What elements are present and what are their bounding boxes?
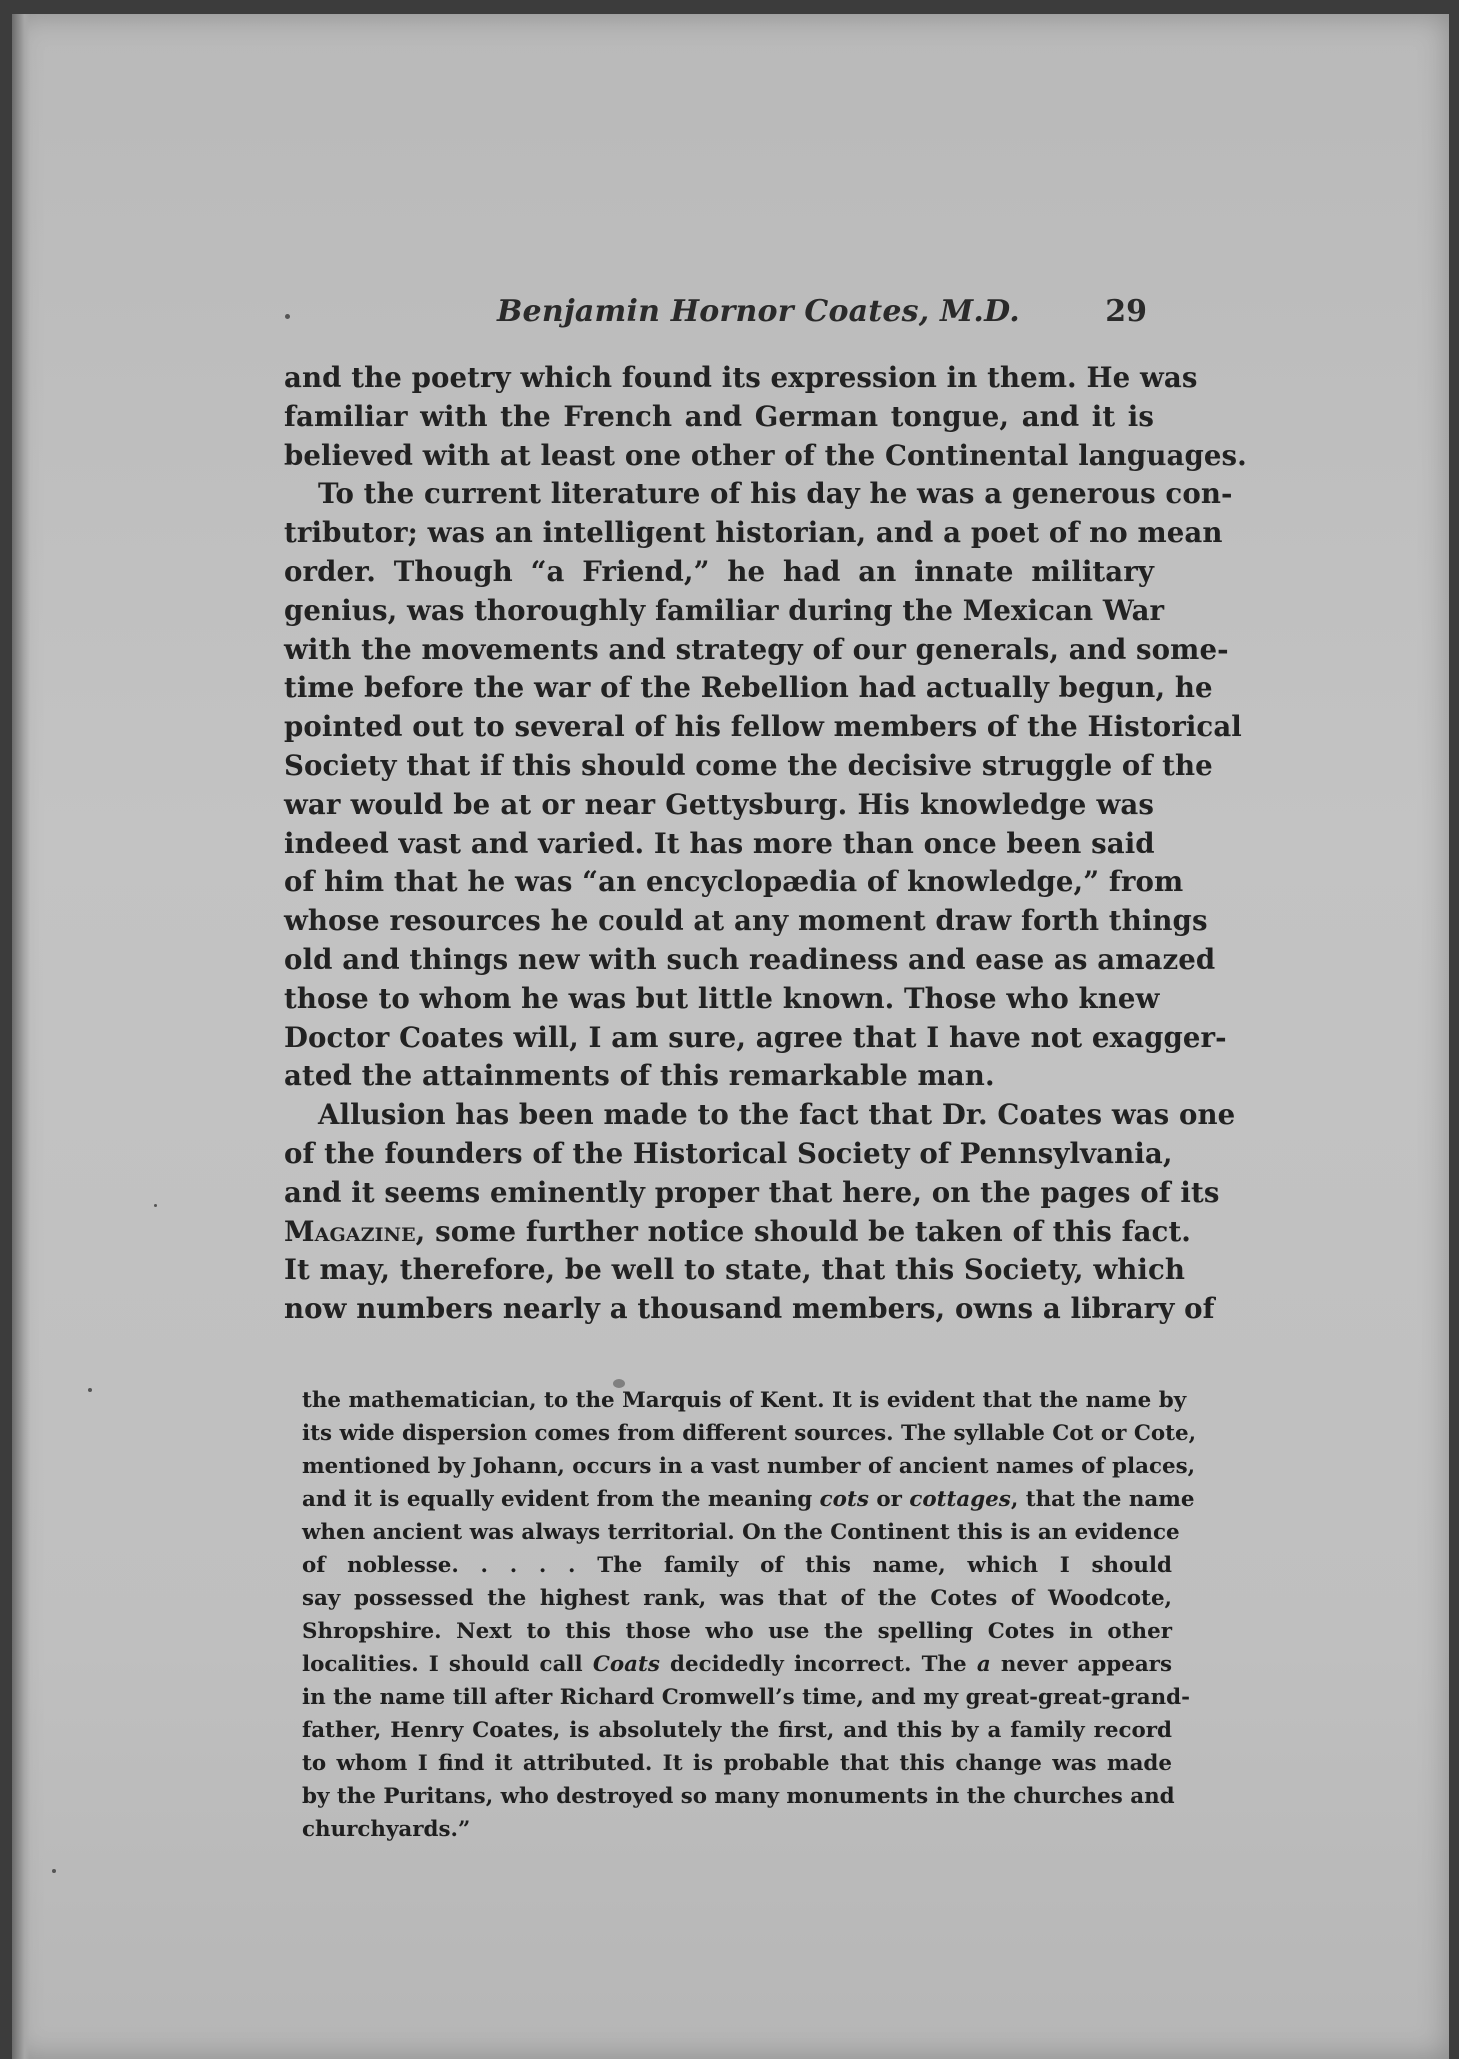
text-line: Doctor Coates will, I am sure, agree that I have not exagger- [284, 1020, 1227, 1054]
running-title: Benjamin Hornor Coates, M.D. [497, 294, 1020, 329]
text-line: now numbers nearly a thousand members, owns a library of [284, 1292, 1215, 1326]
text-line: order. Though “a Friend,” he had an innate military [284, 554, 1154, 588]
text-line: Society that if this should come the decisive struggle of the [284, 748, 1213, 782]
footnote-line: churchyards.” [302, 1817, 471, 1842]
book-page [12, 14, 1449, 2059]
paper-speck [613, 1379, 625, 1388]
footnote-fragment: or [868, 1487, 910, 1512]
text-line: It may, therefore, be well to state, that this Society, which [284, 1253, 1186, 1287]
paper-speck [285, 314, 290, 319]
text-line: of him that he was “an encyclopædia of knowledge,” from [284, 865, 1184, 899]
text-line: time before the war of the Rebellion had actually begun, he [284, 671, 1213, 705]
footnote-fragment: and it is equally evident from the meaning [302, 1487, 820, 1512]
footnote-fragment: , that the name [1010, 1487, 1195, 1512]
text-line: old and things new with such readiness and ease as amazed [284, 942, 1216, 976]
text-line: indeed vast and varied. It has more than once been said [284, 826, 1155, 860]
footnote-line [302, 1483, 1195, 1516]
text-line: genius, was thoroughly familiar during the Mexican War [284, 593, 1165, 627]
footnote-italic: Coats [592, 1652, 660, 1677]
text-line: Allusion has been made to the fact that Dr. Coates was one [318, 1098, 1236, 1132]
footnote-line [302, 1648, 1172, 1681]
footnote-italic: a [976, 1652, 991, 1677]
page-number: 29 [1105, 294, 1147, 329]
footnote-line: to whom I find it attributed. It is probable that this change was made [302, 1751, 1172, 1776]
footnote [302, 1384, 1197, 1846]
text-line: and the poetry which found its expression in them. He was [284, 361, 1198, 394]
text-line: war would be at or near Gettysburg. His knowledge was [284, 787, 1154, 821]
paper-speck [154, 1204, 157, 1207]
footnote-line: Shropshire. Next to this those who use the spelling Cotes in other [302, 1619, 1172, 1644]
footnote-line: of noblesse. . . . . The family of this name, which I should [302, 1553, 1172, 1578]
text-line: To the current literature of his day he was a generous con- [318, 477, 1233, 511]
text-line: with the movements and strategy of our generals, and some- [284, 632, 1229, 666]
text-line: pointed out to several of his fellow members of the Historical [284, 710, 1242, 744]
text-line: of the founders of the Historical Society of Pennsylvania, [284, 1136, 1173, 1170]
footnote-line: the mathematician, to the Marquis of Kent. It is evident that the name by [302, 1388, 1187, 1413]
footnote-line: by the Puritans, who destroyed so many monuments in the churches and [302, 1784, 1175, 1809]
text-line [284, 1213, 1192, 1252]
footnote-fragment: localities. I should call [302, 1652, 593, 1677]
paper-speck [52, 1869, 56, 1873]
text-line: whose resources he could at any moment draw forth things [284, 904, 1208, 938]
footnote-italic: cottages [909, 1487, 1011, 1512]
page-header [287, 294, 1157, 344]
footnote-fragment: decidedly incorrect. The [659, 1652, 977, 1677]
text-line: familiar with the French and German tongue, and it is [284, 399, 1154, 433]
text-line: ated the attainments of this remarkable man. [284, 1059, 995, 1093]
footnote-line: its wide dispersion comes from different sources. The syllable Cot or Cote, [302, 1421, 1197, 1446]
footnote-line: say possessed the highest rank, was that of the Cotes of Woodcote, [302, 1586, 1172, 1611]
footnote-italic: cots [819, 1487, 869, 1512]
text-line-continuation: , some further notice should be taken of this fact. [415, 1214, 1192, 1248]
text-line: those to whom he was but little known. Those who knew [284, 981, 1160, 1015]
main-text [284, 359, 1247, 1329]
text-line: believed with at least one other of the Continental languages. [284, 438, 1247, 472]
footnote-line: father, Henry Coates, is absolutely the first, and this by a family record [302, 1718, 1172, 1743]
footnote-line: mentioned by Johann, occurs in a vast number of ancient names of places, [302, 1454, 1196, 1479]
footnote-line: when ancient was always territorial. On the Continent this is an evidence [302, 1520, 1180, 1545]
footnote-fragment: never appears [990, 1652, 1172, 1677]
text-line: and it seems eminently proper that here, on the pages of its [284, 1175, 1220, 1209]
magazine-small-caps: Magazine [284, 1214, 416, 1248]
text-line: tributor; was an intelligent historian, and a poet of no mean [284, 516, 1223, 550]
footnote-line: in the name till after Richard Cromwell’s time, and my great-great-grand- [302, 1685, 1190, 1710]
paper-speck [88, 1388, 92, 1392]
